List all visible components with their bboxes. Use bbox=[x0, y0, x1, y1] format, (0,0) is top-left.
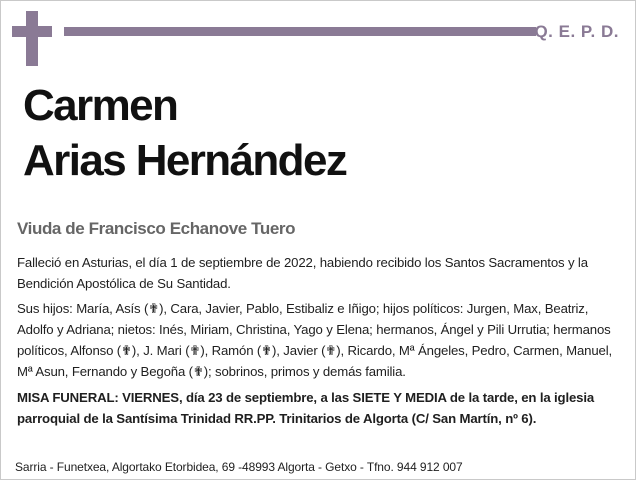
deceased-first-name: Carmen bbox=[23, 81, 178, 130]
header-rule bbox=[64, 27, 536, 36]
deceased-surnames: Arias Hernández bbox=[23, 136, 347, 185]
widow-of-subtitle: Viuda de Francisco Echanove Tuero bbox=[17, 219, 296, 238]
qepd-label: Q. E. P. D. bbox=[534, 22, 619, 41]
cross-icon-vertical bbox=[26, 11, 38, 66]
deceased-name bbox=[23, 78, 346, 188]
funeral-mass-info: MISA FUNERAL: VIERNES, día 23 de septiembre, a las SIETE Y MEDIA de la tarde, en la iglesia parroquial de la Santísima Trinidad RR.PP. Trinitarios de Algorta (C/ San Martín, nº 6). bbox=[17, 390, 595, 426]
cross-icon-horizontal bbox=[12, 26, 52, 37]
funeral-home-footer: Sarria - Funetxea, Algortako Etorbidea, 69 -48993 Algorta - Getxo - Tfno. 944 912 007 bbox=[15, 460, 463, 474]
death-announcement: Falleció en Asturias, el día 1 de septiembre de 2022, habiendo recibido los Santos Sacramentos y la Bendición Apostólica de Su Santidad. bbox=[17, 255, 588, 291]
family-list: Sus hijos: María, Asís (✟), Cara, Javier, Pablo, Estibaliz e Iñigo; hijos políticos: Jurgen, Max, Beatriz, Adolfo y Adriana; nietos: Inés, Miriam, Christina, Yago y Elena; hermanos, Ángel y Pili Urrutia; hermanos políticos, Alfonso (✟), J. Mari (✟), Ramón (✟), Javier (✟), Ricardo, Mª Ángeles, Pedro, Carmen, Manuel, Mª Asun, Fernando y Begoña (✟); sobrinos, primos y demás familia. bbox=[17, 301, 613, 379]
